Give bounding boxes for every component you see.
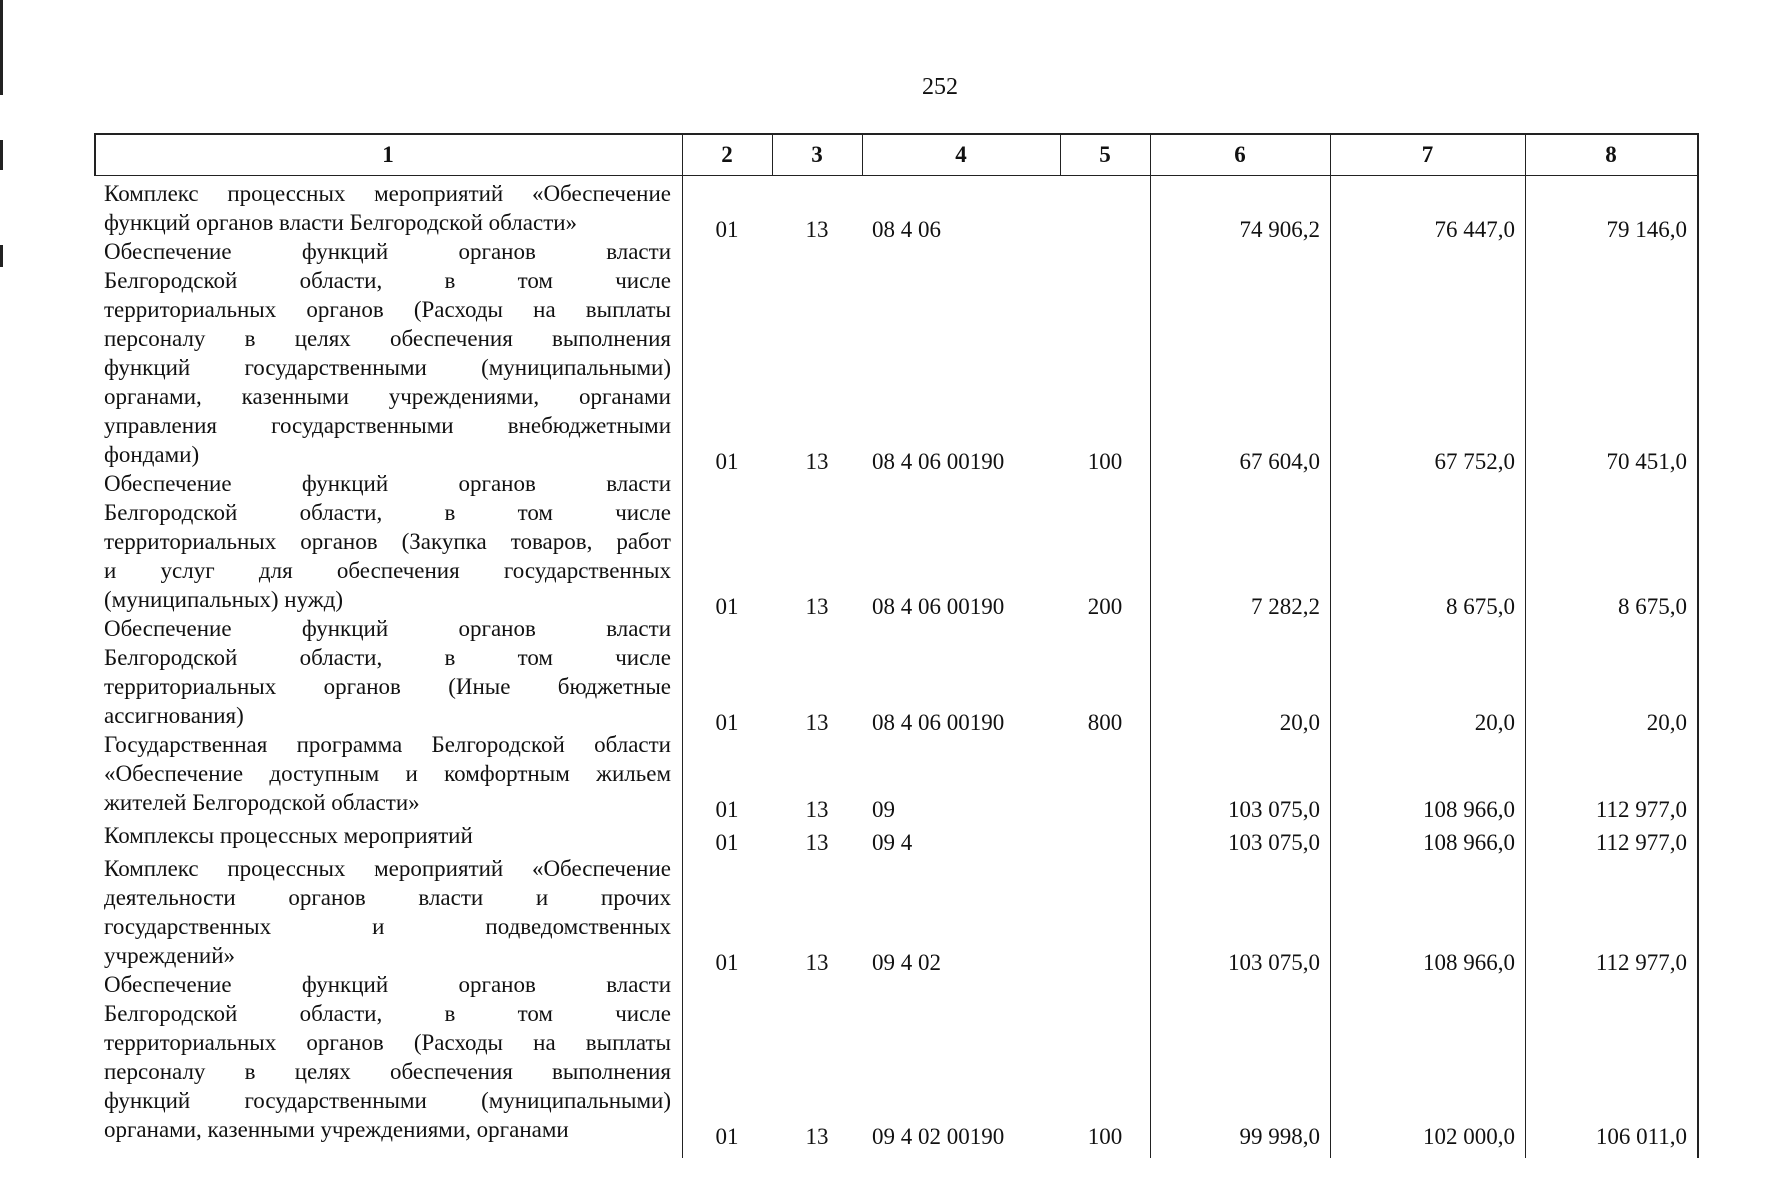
col-border-7	[1525, 133, 1526, 1158]
header-col-8: 8	[1605, 142, 1617, 167]
row-name-line: органами, казенными учреждениями, органами	[104, 384, 671, 409]
row-name-line: жителей Белгородской области»	[104, 790, 420, 815]
header-col-4: 4	[955, 142, 967, 167]
page-number: 252	[922, 74, 958, 100]
cell-expense-type: 100	[1087, 1124, 1123, 1149]
col-border-8	[1697, 133, 1699, 1158]
row-name	[104, 469, 671, 614]
row-name-line: Комплекс процессных мероприятий «Обеспечение	[104, 856, 671, 881]
table-top-border	[94, 133, 1699, 135]
cell-section: 01	[715, 449, 739, 474]
margin-mark-top	[0, 0, 3, 95]
cell-amount-col6: 103 075,0	[1228, 797, 1320, 822]
row-name-line: органами, казенными учреждениями, органами	[104, 1117, 569, 1142]
row-name-line: функций органов власти Белгородской области»	[104, 210, 578, 235]
cell-amount-col8: 79 146,0	[1606, 217, 1687, 242]
cell-amount-col6: 74 906,2	[1239, 217, 1320, 242]
cell-section: 01	[715, 710, 739, 735]
cell-subsection: 13	[805, 449, 829, 474]
col-border-1	[682, 133, 683, 1158]
row-name-line: и услуг для обеспечения государственных	[104, 558, 671, 583]
row-name-line: фондами)	[104, 442, 200, 467]
cell-subsection: 13	[805, 217, 829, 242]
cell-subsection: 13	[805, 830, 829, 855]
row-name	[104, 614, 671, 730]
row-name-line: территориальных органов (Расходы на выплаты	[104, 1030, 671, 1055]
cell-amount-col6: 67 604,0	[1239, 449, 1320, 474]
row-name-line: территориальных органов (Расходы на выплаты	[104, 297, 671, 322]
cell-subsection: 13	[805, 710, 829, 735]
cell-amount-col6: 99 998,0	[1239, 1124, 1320, 1149]
row-name-line: Белгородской области, в том числе	[104, 1001, 671, 1026]
cell-amount-col7: 8 675,0	[1446, 594, 1515, 619]
row-name-line: Обеспечение функций органов власти	[104, 239, 671, 264]
header-col-6: 6	[1234, 142, 1246, 167]
cell-target-article: 09	[872, 797, 895, 822]
cell-expense-type: 800	[1087, 710, 1123, 735]
row-name-line: Обеспечение функций органов власти	[104, 972, 671, 997]
row-name-line: (муниципальных) нужд)	[104, 587, 344, 612]
cell-amount-col8: 112 977,0	[1595, 830, 1687, 855]
row-name-line: персоналу в целях обеспечения выполнения	[104, 326, 671, 351]
margin-mark-mid	[0, 140, 3, 170]
cell-amount-col6: 103 075,0	[1228, 950, 1320, 975]
header-col-3: 3	[811, 142, 823, 167]
cell-section: 01	[715, 950, 739, 975]
cell-amount-col8: 20,0	[1646, 710, 1687, 735]
row-name	[104, 854, 671, 970]
cell-section: 01	[715, 830, 739, 855]
cell-amount-col6: 103 075,0	[1228, 830, 1320, 855]
row-name	[104, 970, 671, 1144]
header-col-7: 7	[1421, 142, 1434, 167]
cell-amount-col6: 20,0	[1279, 710, 1320, 735]
row-name-line: функций государственными (муниципальными)	[104, 1088, 671, 1113]
row-name-line: Государственная программа Белгородской области	[104, 732, 671, 757]
cell-subsection: 13	[805, 797, 829, 822]
cell-amount-col6: 7 282,2	[1251, 594, 1320, 619]
row-name-line: территориальных органов (Иные бюджетные	[104, 674, 671, 699]
cell-subsection: 13	[805, 594, 829, 619]
row-name-line: функций государственными (муниципальными)	[104, 355, 671, 380]
cell-target-article: 08 4 06 00190	[872, 449, 1005, 474]
cell-amount-col8: 112 977,0	[1595, 950, 1687, 975]
row-name-line: управления государственными внебюджетными	[104, 413, 671, 438]
row-name	[104, 821, 671, 850]
cell-subsection: 13	[805, 950, 829, 975]
cell-amount-col8: 70 451,0	[1606, 449, 1687, 474]
cell-amount-col7: 102 000,0	[1423, 1124, 1515, 1149]
row-name	[104, 179, 671, 237]
cell-target-article: 08 4 06 00190	[872, 594, 1005, 619]
row-name-line: деятельности органов власти и прочих	[104, 885, 671, 910]
row-name-line: Комплексы процессных мероприятий	[104, 823, 473, 848]
cell-amount-col7: 108 966,0	[1423, 797, 1515, 822]
col-border-5	[1150, 133, 1151, 1158]
cell-amount-col8: 8 675,0	[1618, 594, 1687, 619]
cell-amount-col7: 20,0	[1474, 710, 1515, 735]
row-name-line: Белгородской области, в том числе	[104, 500, 671, 525]
cell-section: 01	[715, 217, 739, 242]
cell-target-article: 09 4	[872, 830, 913, 855]
row-name-line: Обеспечение функций органов власти	[104, 616, 671, 641]
cell-expense-type: 100	[1087, 449, 1123, 474]
cell-amount-col8: 106 011,0	[1595, 1124, 1687, 1149]
header-bottom-border	[94, 175, 1699, 176]
cell-target-article: 09 4 02	[872, 950, 941, 975]
cell-section: 01	[715, 1124, 739, 1149]
col-border-6	[1330, 133, 1331, 1158]
cell-amount-col7: 76 447,0	[1434, 217, 1515, 242]
margin-mark-low	[0, 245, 3, 267]
header-col-2: 2	[721, 142, 733, 167]
row-name-line: государственных и подведомственных	[104, 914, 671, 939]
header-col-5: 5	[1099, 142, 1111, 167]
row-name-line: территориальных органов (Закупка товаров, работ	[104, 529, 671, 554]
cell-target-article: 08 4 06	[872, 217, 941, 242]
cell-target-article: 08 4 06 00190	[872, 710, 1005, 735]
cell-section: 01	[715, 797, 739, 822]
cell-target-article: 09 4 02 00190	[872, 1124, 1005, 1149]
row-name-line: Белгородской области, в том числе	[104, 268, 671, 293]
row-name-line: Комплекс процессных мероприятий «Обеспечение	[104, 181, 671, 206]
row-name-line: Обеспечение функций органов власти	[104, 471, 671, 496]
row-name-line: «Обеспечение доступным и комфортным жильем	[104, 761, 671, 786]
row-name-line: персоналу в целях обеспечения выполнения	[104, 1059, 671, 1084]
row-name-line: учреждений»	[104, 943, 236, 968]
header-col-1: 1	[382, 142, 394, 167]
cell-subsection: 13	[805, 1124, 829, 1149]
cell-amount-col8: 112 977,0	[1595, 797, 1687, 822]
row-name-line: ассигнования)	[104, 703, 244, 728]
cell-amount-col7: 108 966,0	[1423, 950, 1515, 975]
cell-section: 01	[715, 594, 739, 619]
row-name-line: Белгородской области, в том числе	[104, 645, 671, 670]
cell-amount-col7: 108 966,0	[1423, 830, 1515, 855]
row-name	[104, 237, 671, 469]
cell-amount-col7: 67 752,0	[1434, 449, 1515, 474]
cell-expense-type: 200	[1087, 594, 1123, 619]
row-name	[104, 730, 671, 817]
